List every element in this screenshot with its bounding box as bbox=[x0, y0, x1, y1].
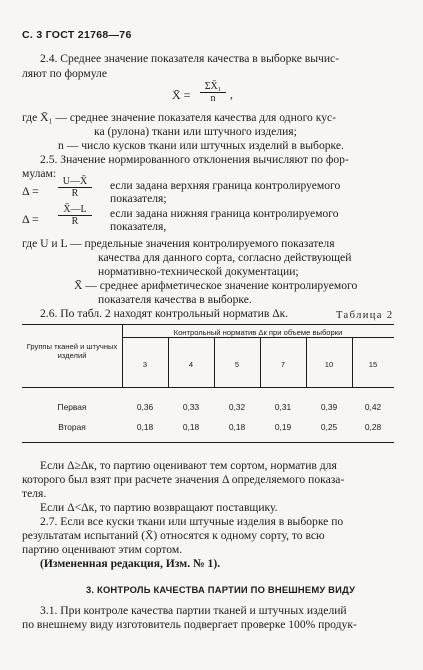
paragraph-2-5-line2: мулам: bbox=[22, 167, 57, 180]
table-span-header: Контрольный норматив Δк при объеме выборки bbox=[173, 328, 343, 337]
paragraph-3-1-line2: по внешнему виду изготовитель подвергает проверке 100% продук- bbox=[22, 618, 357, 631]
table-size-header: 5 bbox=[234, 360, 240, 369]
paragraph-2-6: 2.6. По табл. 2 находят контрольный норматив Δк. bbox=[40, 307, 289, 320]
where-ul-line1: где U и L — предельные значения контролируемого показателя bbox=[22, 237, 335, 250]
after-line4: Если Δ<Δк, то партию возвращают поставщику. bbox=[40, 501, 278, 514]
paragraph-2-4-line2: ляют по формуле bbox=[22, 67, 107, 80]
formula-upper-denominator: R bbox=[71, 188, 79, 199]
formula-mean-denominator: n bbox=[210, 93, 216, 104]
table-size-header: 3 bbox=[142, 360, 148, 369]
table-col-divider bbox=[122, 324, 123, 388]
after-line2: которого был взят при расчете значения Δ определяемого показа- bbox=[22, 473, 345, 486]
formula-lower-lhs: Δ = bbox=[22, 212, 39, 226]
table-cell: 0,32 bbox=[228, 402, 246, 412]
where-x1-line1: где X̄₁ — среднее значение показателя качества для одного кус- bbox=[22, 111, 337, 124]
formula-lower-fraction bbox=[58, 204, 92, 227]
table-row-group: Первая bbox=[57, 402, 87, 412]
table-size-header: 10 bbox=[324, 360, 334, 369]
table-cell: 0,25 bbox=[320, 422, 338, 432]
formula-upper-text1: если задана верхняя граница контролируемого bbox=[110, 179, 341, 192]
table-cell: 0,18 bbox=[136, 422, 154, 432]
formula-mean-comma: , bbox=[230, 88, 233, 101]
where-n-line: n — число кусков ткани или штучных изделий в выборке. bbox=[58, 139, 344, 152]
amendment-note: (Измененная редакция, Изм. № 1). bbox=[40, 557, 221, 570]
formula-lower-denominator: R bbox=[71, 216, 79, 227]
table-size-header: 7 bbox=[280, 360, 286, 369]
paragraph-2-5-line1: 2.5. Значение нормированного отклонения вычисляют по фор- bbox=[40, 153, 349, 166]
paragraph-2-7-line3: партию оценивают этим сортом. bbox=[22, 543, 183, 556]
page-header: С. 3 ГОСТ 21768—76 bbox=[22, 29, 132, 41]
table-row-group: Вторая bbox=[58, 422, 86, 432]
table-cell: 0,31 bbox=[274, 402, 292, 412]
after-line1: Если Δ≥Δк, то партию оценивают тем сортом, норматив для bbox=[40, 459, 337, 472]
table-cell: 0,36 bbox=[136, 402, 154, 412]
formula-mean-numerator: ΣX̄₁ bbox=[200, 81, 226, 93]
after-line3: теля. bbox=[22, 487, 47, 500]
formula-upper-fraction bbox=[58, 176, 92, 199]
table-bottom-rule bbox=[22, 442, 394, 443]
table-caption: Таблица 2 bbox=[336, 310, 394, 321]
formula-lower-text1: если задана нижняя граница контролируемого bbox=[110, 207, 339, 220]
paragraph-3-1-line1: 3.1. При контроле качества партии тканей и штучных изделий bbox=[40, 604, 347, 617]
where-mean-line2: показателя качества в выборке. bbox=[98, 293, 252, 306]
table-cell: 0,42 bbox=[364, 402, 382, 412]
where-ul-line2: качества для данного сорта, согласно действующей bbox=[98, 251, 352, 264]
table-cell: 0,28 bbox=[364, 422, 382, 432]
paragraph-2-4-line1: 2.4. Среднее значение показателя качества в выборке вычис- bbox=[40, 52, 340, 65]
table-size-header: 4 bbox=[188, 360, 194, 369]
table-header-rule bbox=[22, 387, 394, 388]
paragraph-2-7-line2: результатам испытаний (X̄) относятся к одному сорту, то всю bbox=[22, 529, 325, 542]
formula-lower-text2: показателя, bbox=[110, 220, 167, 233]
section-3-heading: 3. КОНТРОЛЬ КАЧЕСТВА ПАРТИИ ПО ВНЕШНЕМУ ВИДУ bbox=[86, 584, 356, 595]
formula-lower-numerator: X̄̄—L bbox=[58, 204, 92, 216]
where-ul-line3: нормативно-технической документации; bbox=[98, 265, 299, 278]
table-size-header: 15 bbox=[368, 360, 378, 369]
where-x1-line2: ка (рулона) ткани или штучного изделия; bbox=[94, 125, 297, 138]
table-cell: 0,18 bbox=[182, 422, 200, 432]
formula-mean-lhs: X̄̄ = bbox=[172, 88, 191, 102]
table-cell: 0,19 bbox=[274, 422, 292, 432]
table-cell: 0,18 bbox=[228, 422, 246, 432]
formula-upper-numerator: U—X̄̄ bbox=[58, 176, 92, 188]
table-top-rule bbox=[22, 324, 394, 325]
formula-upper-text2: показателя; bbox=[110, 192, 167, 205]
where-mean-line1: X̄̄ — среднее арифметическое значение контролируемого bbox=[74, 279, 358, 292]
table-cell: 0,33 bbox=[182, 402, 200, 412]
formula-mean-fraction bbox=[200, 81, 226, 104]
table-cell: 0,39 bbox=[320, 402, 338, 412]
formula-upper-lhs: Δ = bbox=[22, 184, 39, 198]
paragraph-2-7-line1: 2.7. Если все куски ткани или штучные изделия в выборке по bbox=[40, 515, 344, 528]
table-col-group-header: Группы тканей и штучных изделий bbox=[26, 342, 118, 360]
